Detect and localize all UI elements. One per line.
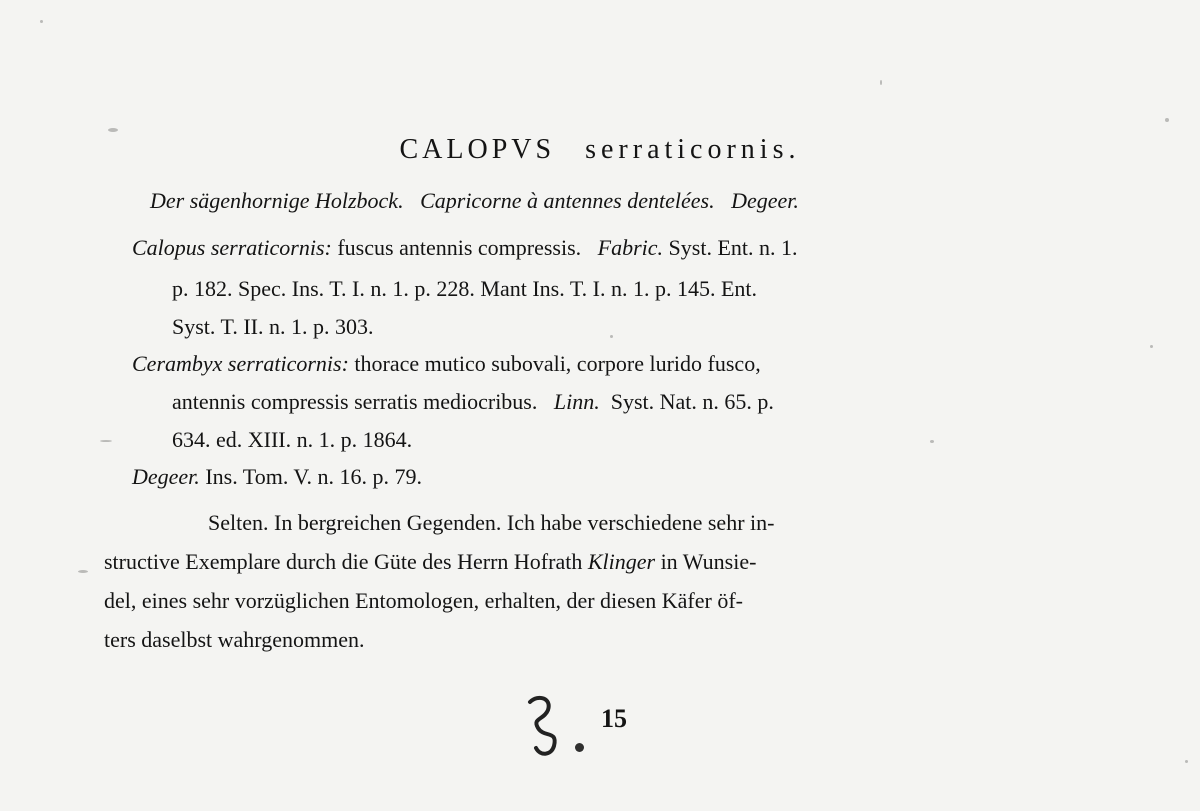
- entry1-line1: [132, 235, 798, 261]
- paragraph-line2: [104, 549, 756, 575]
- handwritten-mark: [518, 690, 598, 770]
- scan-speck: [108, 128, 118, 132]
- page-title: [0, 134, 1200, 166]
- paragraph-line3: del, eines sehr vorzüglichen Entomologen, erhalten, der diesen Käfer öf-: [104, 588, 743, 613]
- entry2-reference: Syst. Nat. n. 65. p.: [610, 389, 774, 414]
- title-species: serraticornis.: [585, 134, 801, 165]
- scan-speck: [880, 80, 882, 85]
- scan-speck: [78, 570, 88, 573]
- scan-speck: [930, 440, 934, 443]
- scan-speck: [1150, 345, 1153, 348]
- title-genus: CALOPVS: [399, 134, 556, 165]
- scan-speck: [1165, 118, 1169, 122]
- german-name: Der sägenhornige Holzbock.: [150, 188, 404, 213]
- common-names-author: Degeer.: [731, 188, 799, 213]
- paragraph-line2-start: structive Exemplare durch die Güte des Herrn Hofrath: [104, 549, 583, 574]
- paragraph-line2-end: in Wunsie-: [660, 549, 757, 574]
- entry2-description: thorace mutico subovali, corpore lurido fusco,: [354, 351, 761, 376]
- entry2-name: Cerambyx serraticornis:: [132, 351, 349, 376]
- french-name: Capricorne à antennes dentelées.: [420, 188, 715, 213]
- entry2-author: Linn.: [553, 389, 600, 414]
- entry3-reference: Ins. Tom. V. n. 16. p. 79.: [205, 464, 422, 489]
- person-name-klinger: Klinger: [587, 549, 656, 574]
- page-number: 15: [601, 704, 627, 733]
- entry1-name: Calopus serraticornis:: [132, 235, 332, 260]
- paragraph-line1: Selten. In bergreichen Gegenden. Ich habe verschiedene sehr in-: [208, 510, 775, 535]
- entry2-line3: 634. ed. XIII. n. 1. p. 1864.: [172, 427, 413, 452]
- entry1-line3: Syst. T. II. n. 1. p. 303.: [172, 314, 374, 339]
- common-names-line: [150, 188, 799, 214]
- entry1-line2: p. 182. Spec. Ins. T. I. n. 1. p. 228. Mant Ins. T. I. n. 1. p. 145. Ent.: [172, 276, 757, 301]
- entry1-author: Fabric.: [597, 235, 664, 260]
- entry2-line1: [132, 351, 761, 377]
- entry1-reference: Syst. Ent. n. 1.: [668, 235, 798, 260]
- entry2-description-cont: antennis compressis serratis mediocribus.: [172, 389, 538, 414]
- entry1-description: fuscus antennis compressis.: [337, 235, 582, 260]
- scan-speck: [610, 335, 613, 338]
- entry2-line2: [172, 389, 774, 415]
- entry3-line: [132, 464, 422, 490]
- scan-speck: [100, 440, 112, 442]
- paragraph-line4: ters daselbst wahrgenommen.: [104, 627, 365, 652]
- entry3-name: Degeer.: [132, 464, 200, 489]
- scan-speck: [1185, 760, 1188, 763]
- scan-speck: [40, 20, 43, 23]
